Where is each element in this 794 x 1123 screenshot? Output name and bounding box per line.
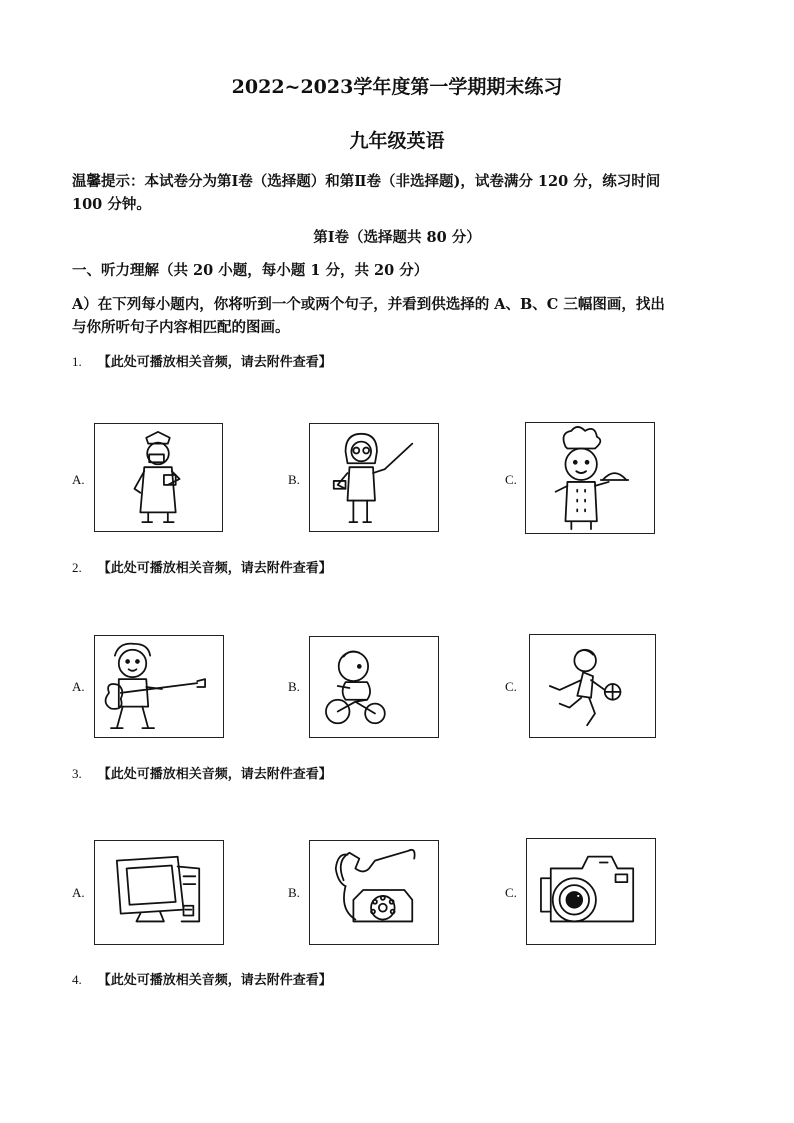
camera-icon <box>527 839 655 944</box>
option-label-a: A. <box>72 679 85 694</box>
teacher-image[interactable] <box>309 423 439 532</box>
question-4 <box>72 969 332 988</box>
question-number: 1. <box>72 354 82 369</box>
audio-prompt[interactable]: 【此处可播放相关音频，请去附件查看】 <box>97 561 332 576</box>
question-number: 3. <box>72 766 82 781</box>
option-label-c: C. <box>505 472 517 487</box>
basketball-player-icon <box>530 635 655 737</box>
option-label-c: C. <box>505 885 517 900</box>
computer-icon <box>95 841 223 944</box>
chef-icon <box>526 423 654 533</box>
camera-image[interactable] <box>526 838 656 945</box>
option-label-b: B. <box>288 679 300 694</box>
option-label-a: A. <box>72 472 85 487</box>
audio-prompt[interactable]: 【此处可播放相关音频，请去附件查看】 <box>97 767 332 782</box>
guitar-player-image[interactable] <box>94 635 224 738</box>
notice-line-2: 100 分钟。 <box>72 196 151 213</box>
audio-prompt[interactable]: 【此处可播放相关音频，请去附件查看】 <box>97 355 332 370</box>
basketball-player-image[interactable] <box>529 634 656 738</box>
audio-prompt[interactable]: 【此处可播放相关音频，请去附件查看】 <box>97 973 332 988</box>
nurse-icon <box>95 424 222 531</box>
partA-instruction-1: A）在下列每小题内，你将听到一个或两个句子，并看到供选择的 A、B、C 三幅图画，找出 <box>72 296 665 313</box>
question-number: 4. <box>72 972 82 987</box>
teacher-icon <box>310 424 438 531</box>
telephone-icon <box>310 841 438 944</box>
telephone-image[interactable] <box>309 840 439 945</box>
computer-image[interactable] <box>94 840 224 945</box>
nurse-image[interactable] <box>94 423 223 532</box>
question-1 <box>72 351 332 370</box>
option-label-c: C. <box>505 679 517 694</box>
question-number: 2. <box>72 560 82 575</box>
chef-image[interactable] <box>525 422 655 534</box>
partA-instruction-2: 与你所听句子内容相匹配的图画。 <box>72 319 290 336</box>
section-heading: 第Ⅰ卷（选择题共 80 分） <box>313 229 481 246</box>
exam-title: 2022~2023学年度第一学期期末练习 <box>231 76 563 98</box>
guitar-player-icon <box>95 636 223 737</box>
part1-heading: 一、听力理解（共 20 小题，每小题 1 分，共 20 分） <box>72 262 429 279</box>
option-label-a: A. <box>72 885 85 900</box>
cyclist-image[interactable] <box>309 636 439 738</box>
question-3 <box>72 763 332 782</box>
cyclist-icon <box>310 637 438 737</box>
option-label-b: B. <box>288 885 300 900</box>
option-label-b: B. <box>288 472 300 487</box>
question-2 <box>72 557 332 576</box>
notice-line-1: 温馨提示：本试卷分为第Ⅰ卷（选择题）和第Ⅱ卷（非选择题)，试卷满分 120 分，练习时间 <box>72 173 661 190</box>
exam-subtitle: 九年级英语 <box>349 130 445 152</box>
